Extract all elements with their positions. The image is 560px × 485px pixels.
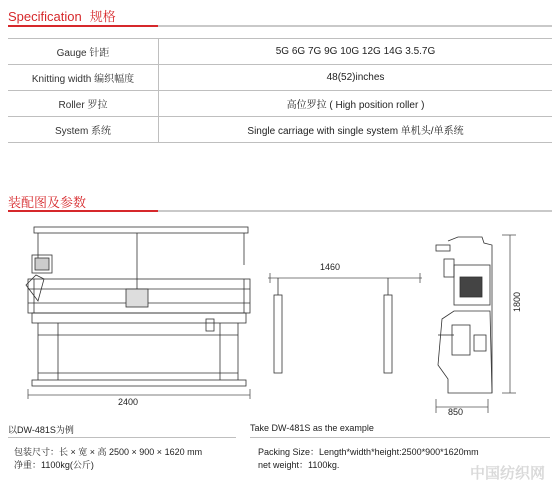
right-weight: net weight：1100kg. — [258, 460, 340, 470]
front-view — [26, 227, 250, 399]
right-example: Take DW-481S as the example — [250, 423, 374, 433]
spec-title-underline — [8, 25, 552, 27]
spec-label: Roller 罗拉 — [8, 91, 159, 117]
spec-label: System 系统 — [8, 117, 159, 143]
spec-title-zh: 规格 — [89, 9, 116, 24]
spec-label: Knitting width 编织幅度 — [8, 65, 159, 91]
table-row — [8, 91, 552, 117]
assembly-title-zh: 装配图及参数 — [8, 195, 87, 210]
right-info-divider — [250, 437, 550, 438]
dim-height-label: 1800 — [512, 291, 522, 312]
spec-label: Gauge 针距 — [8, 39, 159, 65]
span-view — [268, 273, 422, 373]
spec-value: 5G 6G 7G 9G 10G 12G 14G 3.5.7G — [159, 39, 553, 65]
left-weight: 净重：1100kg(公斤) — [14, 460, 94, 470]
spec-title-en: Specification — [8, 9, 82, 24]
spec-value: 高位罗拉 ( High position roller ) — [159, 91, 553, 117]
table-row — [8, 65, 552, 91]
right-size: Packing Size：Length*width*height:2500*900*1620mm — [258, 447, 479, 457]
table-row — [8, 117, 552, 143]
assembly-title-underline — [8, 210, 552, 212]
spec-table — [8, 38, 552, 143]
side-view — [436, 235, 516, 413]
spec-value: Single carriage with single system 单机头/单系统 — [159, 117, 553, 143]
assembly-drawing — [8, 215, 552, 420]
left-example: 以DW-481S为例 — [8, 425, 74, 435]
dim-width-label: 2400 — [118, 397, 139, 407]
table-row — [8, 39, 552, 65]
dim-span-label: 1460 — [320, 262, 341, 272]
left-info-divider — [8, 437, 236, 438]
spec-section-title — [8, 6, 116, 25]
assembly-section-title — [8, 192, 86, 211]
dim-depth-label: 850 — [448, 407, 464, 417]
watermark-text: 中国纺织网 — [470, 465, 546, 482]
left-size: 包装尺寸：长 × 宽 × 高 2500 × 900 × 1620 mm — [14, 447, 203, 457]
spec-value: 48(52)inches — [159, 65, 553, 91]
